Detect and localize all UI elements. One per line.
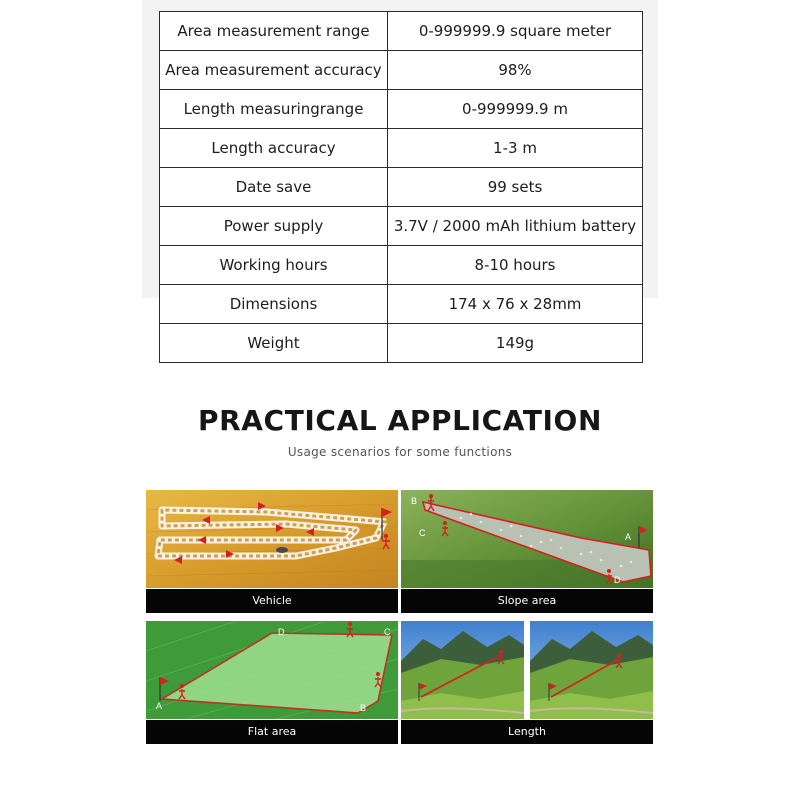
table-row [160, 207, 643, 246]
spec-table [159, 11, 643, 363]
slope-area-scene-image [401, 490, 653, 588]
spec-label: Weight [160, 324, 388, 363]
length-caption: Length [401, 720, 653, 744]
spec-label: Area measurement accuracy [160, 51, 388, 90]
slope-point-b: B [411, 496, 418, 506]
table-row [160, 129, 643, 168]
spec-value: 99 sets [388, 168, 643, 207]
vehicle-caption: Vehicle [146, 589, 398, 613]
slope-point-d: D [614, 575, 621, 585]
slope-point-c: C [419, 528, 426, 538]
spec-value: 0-999999.9 square meter [388, 12, 643, 51]
spec-value: 174 x 76 x 28mm [388, 285, 643, 324]
flat-point-a: A [156, 701, 163, 711]
spec-value: 1-3 m [388, 129, 643, 168]
vehicle-scene-image [146, 490, 398, 588]
table-row [160, 90, 643, 129]
section-subtitle: Usage scenarios for some functions [287, 445, 513, 459]
table-row [160, 51, 643, 90]
length-scene-image [401, 621, 653, 719]
spec-label: Date save [160, 168, 388, 207]
flat-area-caption: Flat area [146, 720, 398, 744]
flat-point-b: B [360, 703, 367, 713]
spec-value: 8-10 hours [388, 246, 643, 285]
spec-label: Length measuringrange [160, 90, 388, 129]
table-row [160, 246, 643, 285]
spec-value: 3.7V / 2000 mAh lithium battery [388, 207, 643, 246]
table-row [160, 285, 643, 324]
table-row [160, 324, 643, 363]
table-row [160, 12, 643, 51]
table-row [160, 168, 643, 207]
slope-point-a: A [625, 532, 632, 542]
slope-area-caption: Slope area [401, 589, 653, 613]
flat-area-scene-image [146, 621, 398, 719]
spec-label: Working hours [160, 246, 388, 285]
spec-value: 0-999999.9 m [388, 90, 643, 129]
spec-value: 149g [388, 324, 643, 363]
spec-value: 98% [388, 51, 643, 90]
spec-label: Dimensions [160, 285, 388, 324]
flat-point-d: D [278, 627, 285, 637]
spec-label: Power supply [160, 207, 388, 246]
spec-label: Length accuracy [160, 129, 388, 168]
spec-label: Area measurement range [160, 12, 388, 51]
section-title: PRACTICAL APPLICATION [198, 404, 602, 437]
flat-point-c: C [384, 627, 391, 637]
